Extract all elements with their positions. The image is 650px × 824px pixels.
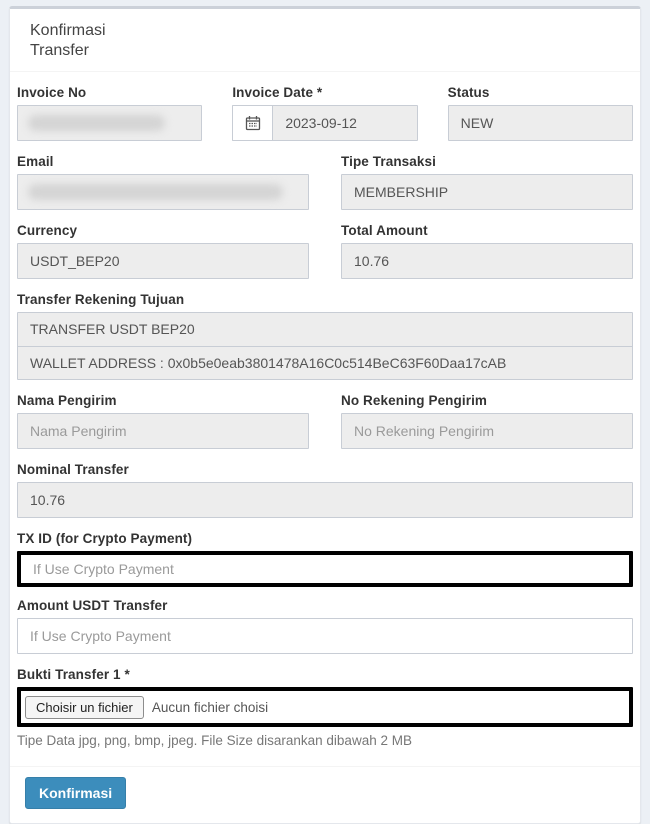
transfer-rekening-tujuan-group: [17, 292, 633, 380]
tx-id-input[interactable]: [21, 555, 629, 583]
file-input[interactable]: [21, 691, 629, 723]
total-amount-group: [341, 223, 633, 279]
calendar-icon[interactable]: [232, 105, 272, 141]
transfer-destination-list: [17, 312, 633, 380]
bukti-transfer-label: Bukti Transfer 1 *: [17, 667, 130, 682]
choose-file-button[interactable]: Choisir un fichier: [25, 696, 144, 719]
invoice-date-input[interactable]: [272, 105, 417, 141]
file-input-highlight-ring: [17, 687, 633, 727]
panel-header: [10, 9, 640, 72]
redacted-value: [28, 115, 165, 131]
invoice-date-group: [232, 85, 417, 141]
konfirmasi-button[interactable]: Konfirmasi: [25, 777, 126, 809]
transfer-method-value: TRANSFER USDT BEP20: [30, 321, 195, 337]
panel-body: [10, 72, 640, 766]
currency-field: [17, 243, 309, 279]
transfer-rekening-tujuan-label: Transfer Rekening Tujuan: [17, 292, 185, 307]
invoice-no-label: Invoice No: [17, 85, 87, 100]
nominal-transfer-field: [17, 482, 633, 518]
nama-pengirim-label: Nama Pengirim: [17, 393, 117, 408]
status-group: [448, 85, 633, 141]
email-group: [17, 154, 309, 210]
tipe-transaksi-label: Tipe Transaksi: [341, 154, 436, 169]
file-status-text: Aucun fichier choisi: [151, 699, 269, 715]
file-hint-text: Tipe Data jpg, png, bmp, jpeg. File Size disarankan dibawah 2 MB: [17, 733, 412, 748]
currency-group: [17, 223, 309, 279]
status-field: [448, 105, 633, 141]
status-label: Status: [447, 85, 490, 100]
invoice-no-field: [17, 105, 202, 141]
amount-usdt-group: [17, 598, 633, 654]
redacted-value: [28, 184, 283, 200]
panel-footer: [10, 766, 640, 823]
tx-id-highlight-ring: [17, 551, 633, 587]
bukti-transfer-group: [17, 667, 633, 727]
amount-usdt-input[interactable]: [17, 618, 633, 654]
tx-id-label: TX ID (for Crypto Payment): [17, 531, 193, 546]
nominal-transfer-label: Nominal Transfer: [17, 462, 129, 477]
tx-id-group: [17, 531, 633, 587]
email-label: Email: [17, 154, 54, 169]
tipe-transaksi-field: [341, 174, 633, 210]
invoice-date-label: Invoice Date *: [232, 85, 323, 100]
no-rekening-pengirim-group: [341, 393, 633, 449]
invoice-no-group: [17, 85, 202, 141]
nama-pengirim-group: [17, 393, 309, 449]
nominal-transfer-group: [17, 462, 633, 518]
wallet-address-value: WALLET ADDRESS : 0x0b5e0eab3801478A16C0c514BeC63F60Daa17cAB: [18, 346, 632, 379]
amount-usdt-label: Amount USDT Transfer: [17, 598, 168, 613]
currency-label: Currency: [17, 223, 78, 238]
total-amount-label: Total Amount: [341, 223, 428, 238]
no-rekening-pengirim-label: No Rekening Pengirim: [341, 393, 488, 408]
email-field: [17, 174, 309, 210]
total-amount-field: [341, 243, 633, 279]
page-title: Konfirmasi Transfer: [30, 22, 106, 59]
konfirmasi-transfer-panel: [9, 6, 641, 824]
nama-pengirim-input[interactable]: [17, 413, 309, 449]
tipe-transaksi-group: [341, 154, 633, 210]
no-rekening-pengirim-input[interactable]: [341, 413, 633, 449]
